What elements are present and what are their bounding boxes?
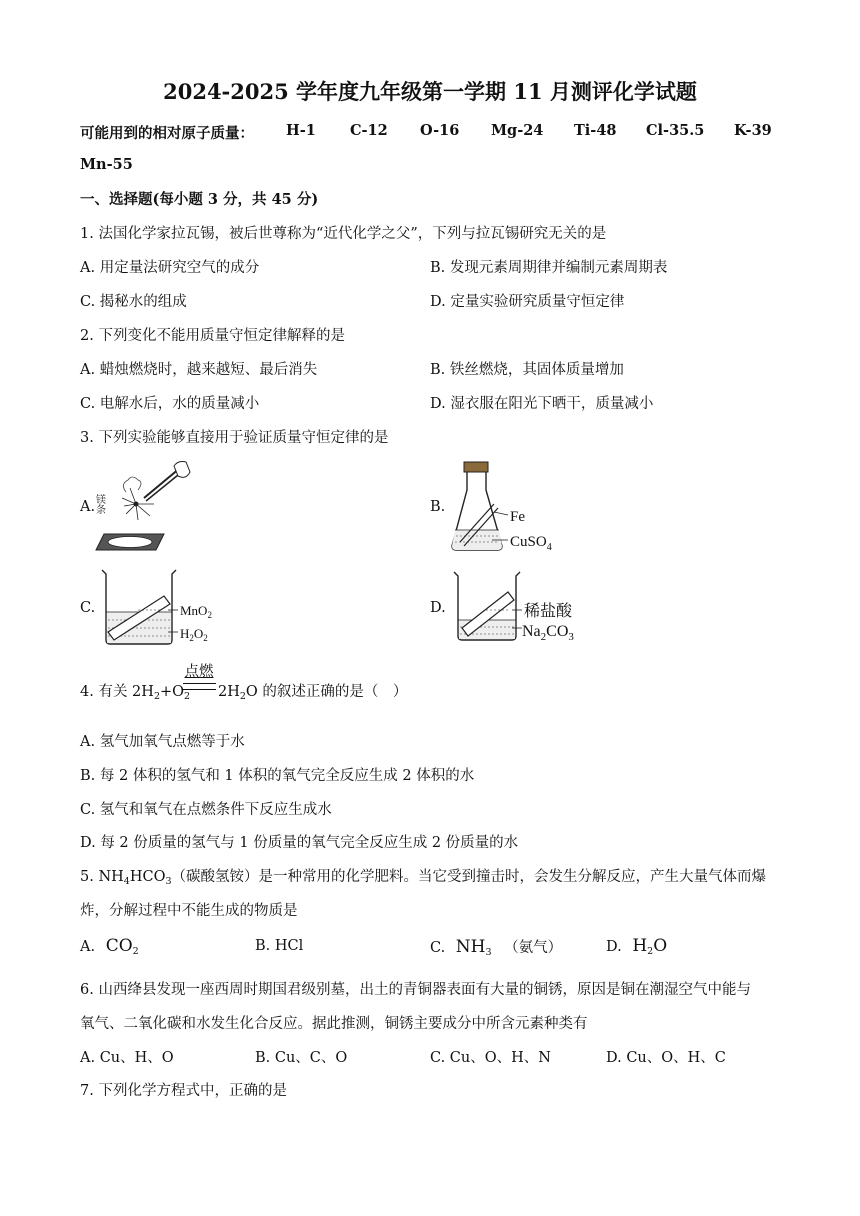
beaker-hcl-na2co3-figure	[450, 570, 590, 650]
question-6-stem-line1: 6. 山西绛县发现一座西周时期国君级别墓，出土的青铜器表面有大量的铜锈，原因是铜在潮湿空气中能与	[80, 982, 751, 998]
question-5-option-d	[606, 936, 667, 957]
question-4-option-d: D. 每 2 份质量的氢气与 1 份质量的氧气完全反应生成 2 份质量的水	[80, 835, 519, 851]
question-6-option-b: B. Cu、C、O	[255, 1050, 348, 1066]
atomic-mass-item: Ti-48	[574, 122, 617, 139]
atomic-mass-item: O-16	[420, 122, 460, 139]
question-2-option-c: C. 电解水后，水的质量减小	[80, 396, 260, 412]
question-3-option-a: A.	[80, 499, 96, 515]
mno2-label: MnO$_2$	[180, 603, 212, 620]
q5-hco: HCO	[129, 869, 166, 885]
question-2-option-d: D. 湿衣服在阳光下晒干，质量减小	[430, 396, 654, 412]
atomic-mass-item: K-39	[734, 122, 772, 139]
q4-equals-sign	[183, 683, 216, 690]
question-1-option-c: C. 揭秘水的组成	[80, 294, 187, 310]
section-heading: 一、选择题(每小题 3 分，共 45 分)	[80, 191, 319, 208]
question-4-option-c: C. 氢气和氧气在点燃条件下反应生成水	[80, 802, 332, 818]
q4-suffix: O 的叙述正确的是（ ）	[245, 684, 408, 700]
atomic-mass-item: H-1	[286, 122, 316, 139]
question-6-option-a: A. Cu、H、O	[80, 1050, 174, 1066]
question-1-option-b: B. 发现元素周期律并编制元素周期表	[430, 260, 668, 276]
atomic-mass-item: Mg-24	[491, 122, 544, 139]
dilute-hcl-label: 稀盐酸	[524, 601, 573, 620]
question-5-option-b: B. HCl	[255, 938, 304, 954]
q4-h2-sub: 2	[153, 691, 160, 702]
question-4-stem	[80, 680, 190, 702]
q5-c-formula: NH	[455, 937, 486, 957]
question-2-stem: 2. 下列变化不能用质量守恒定律解释的是	[80, 328, 345, 344]
flask-fe-cuso4-figure	[448, 460, 568, 556]
question-5-option-c	[430, 936, 562, 958]
q5-hco3-sub: 3	[165, 876, 172, 887]
atomic-mass-item: Mn-55	[80, 156, 133, 173]
q4-h2o-sub: 2	[239, 691, 246, 702]
q5-a-formula: CO	[105, 936, 133, 956]
magnesium-burning-figure	[93, 458, 196, 556]
atomic-mass-item: Cl-35.5	[646, 122, 705, 139]
question-2-option-a: A. 蜡烛燃烧时，越来越短、最后消失	[80, 362, 318, 378]
page-title: 2024-2025 学年度九年级第一学期 11 月测评化学试题	[163, 79, 697, 104]
question-1-option-a: A. 用定量法研究空气的成分	[80, 260, 260, 276]
beaker-mno2-h2o2-figure	[98, 568, 228, 648]
question-1-option-d: D. 定量实验研究质量守恒定律	[430, 294, 625, 310]
q5-nh4-sub: 4	[123, 876, 130, 887]
q5-c-prefix: C.	[430, 940, 446, 956]
q5-c-suffix: （氨气）	[504, 940, 563, 956]
q5-d-sub: 2	[647, 946, 654, 957]
question-4-option-a: A. 氢气加氧气点燃等于水	[80, 734, 245, 750]
question-3-option-b: B.	[430, 499, 446, 515]
question-2-option-b: B. 铁丝燃烧，其固体质量增加	[430, 362, 624, 378]
question-3-option-c: C.	[80, 600, 96, 616]
question-6-option-c: C. Cu、O、H、N	[430, 1050, 551, 1066]
question-5-option-a	[80, 936, 139, 957]
h2o2-label: $H_2O_2$	[180, 626, 208, 643]
question-3-stem: 3. 下列实验能够直接用于验证质量守恒定律的是	[80, 430, 389, 446]
q4-product: 2H	[218, 684, 240, 700]
question-4-option-b: B. 每 2 体积的氢气和 1 体积的氧气完全反应生成 2 体积的水	[80, 768, 475, 784]
magnesium-label: 镁条	[93, 494, 105, 514]
question-3-option-d: D.	[430, 600, 446, 616]
q4-plus-o: +O	[159, 684, 185, 700]
q4-condition: 点燃	[184, 664, 214, 680]
question-4-product	[218, 680, 407, 702]
q4-prefix: 4. 有关 2H	[80, 684, 154, 700]
question-5-stem-line2: 炸，分解过程中不能生成的物质是	[80, 903, 298, 919]
q5-a-prefix: A.	[80, 939, 96, 955]
q5-d-formula-o: O	[653, 936, 668, 956]
question-6-option-d: D. Cu、O、H、C	[606, 1050, 726, 1066]
cuso4-label: CuSO$_4$	[510, 534, 552, 553]
atomic-mass-item: C-12	[350, 122, 388, 139]
question-7-stem: 7. 下列化学方程式中，正确的是	[80, 1083, 287, 1099]
q5-c-sub: 3	[485, 947, 492, 958]
q5-nh: 5. NH	[80, 869, 124, 885]
q5-a-sub: 2	[132, 946, 139, 957]
q5-line1-rest: （碳酸氢铵）是一种常用的化学肥料。当它受到撞击时，会发生分解反应，产生大量气体而爆	[171, 869, 767, 885]
question-1-stem: 1. 法国化学家拉瓦锡，被后世尊称为“近代化学之父”，下列与拉瓦锡研究无关的是	[80, 226, 607, 242]
atomic-mass-label: 可能用到的相对原子质量：	[80, 125, 254, 142]
question-6-stem-line2: 氧气、二氧化碳和水发生化合反应。据此推测，铜锈主要成分中所含元素种类有	[80, 1016, 588, 1032]
q4-o2-sub: 2	[184, 691, 191, 702]
fe-label: Fe	[510, 509, 525, 525]
q5-d-formula-h: H	[632, 936, 648, 956]
question-5-stem-line1	[80, 865, 766, 887]
q5-d-prefix: D.	[606, 939, 622, 955]
na2co3-label: $Na_2CO_3$	[522, 623, 574, 643]
